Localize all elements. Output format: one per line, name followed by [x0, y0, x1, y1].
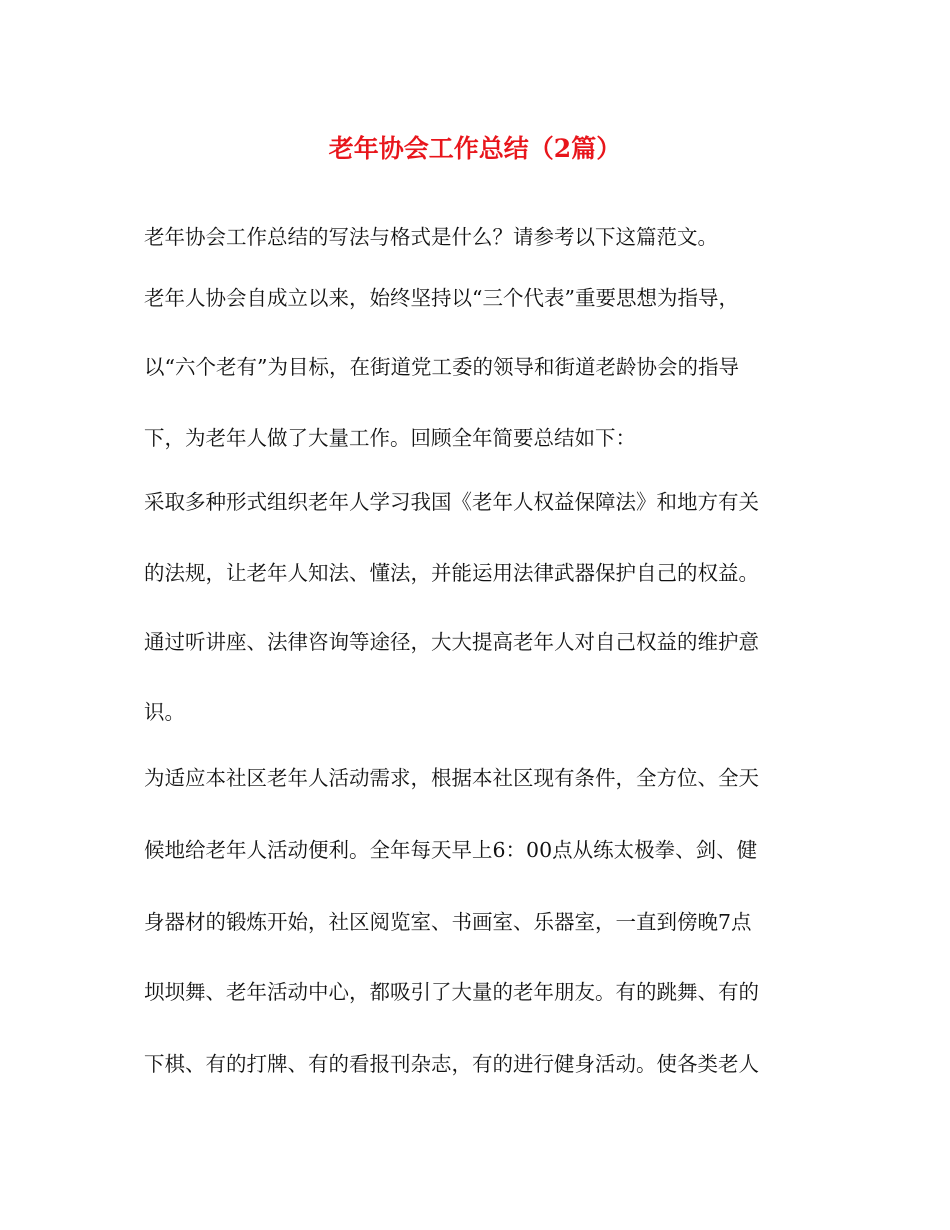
paragraph-line: 老年人协会自成立以来，始终坚持以“三个代表”重要思想为指导，	[144, 286, 739, 310]
paragraph-line: 坝坝舞、老年活动中心，都吸引了大量的老年朋友。有的跳舞、有的	[144, 980, 759, 1004]
paragraph-line: 候地给老年人活动便利。全年每天早上6：00点从练太极拳、剑、健	[144, 838, 758, 862]
paragraph-line: 身器材的锻炼开始，社区阅览室、书画室、乐器室，一直到傍晚7点	[144, 910, 752, 934]
document-title: 老年协会工作总结（2篇）	[328, 134, 622, 163]
paragraph-line: 采取多种形式组织老年人学习我国《老年人权益保障法》和地方有关	[144, 490, 759, 514]
paragraph-line: 下，为老年人做了大量工作。回顾全年简要总结如下：	[144, 426, 636, 450]
paragraph-line: 的法规，让老年人知法、懂法，并能运用法律武器保护自己的权益。	[144, 561, 759, 585]
paragraph-line: 下棋、有的打牌、有的看报刊杂志，有的进行健身活动。使各类老人	[144, 1052, 759, 1076]
paragraph-line: 以“六个老有”为目标，在街道党工委的领导和街道老龄协会的指导	[144, 355, 739, 379]
paragraph-line: 为适应本社区老年人活动需求，根据本社区现有条件，全方位、全天	[144, 766, 759, 790]
paragraph-line: 老年协会工作总结的写法与格式是什么？请参考以下这篇范文。	[144, 225, 718, 249]
paragraph-line: 识。	[144, 700, 185, 724]
paragraph-line: 通过听讲座、法律咨询等途径，大大提高老年人对自己权益的维护意	[144, 630, 759, 654]
